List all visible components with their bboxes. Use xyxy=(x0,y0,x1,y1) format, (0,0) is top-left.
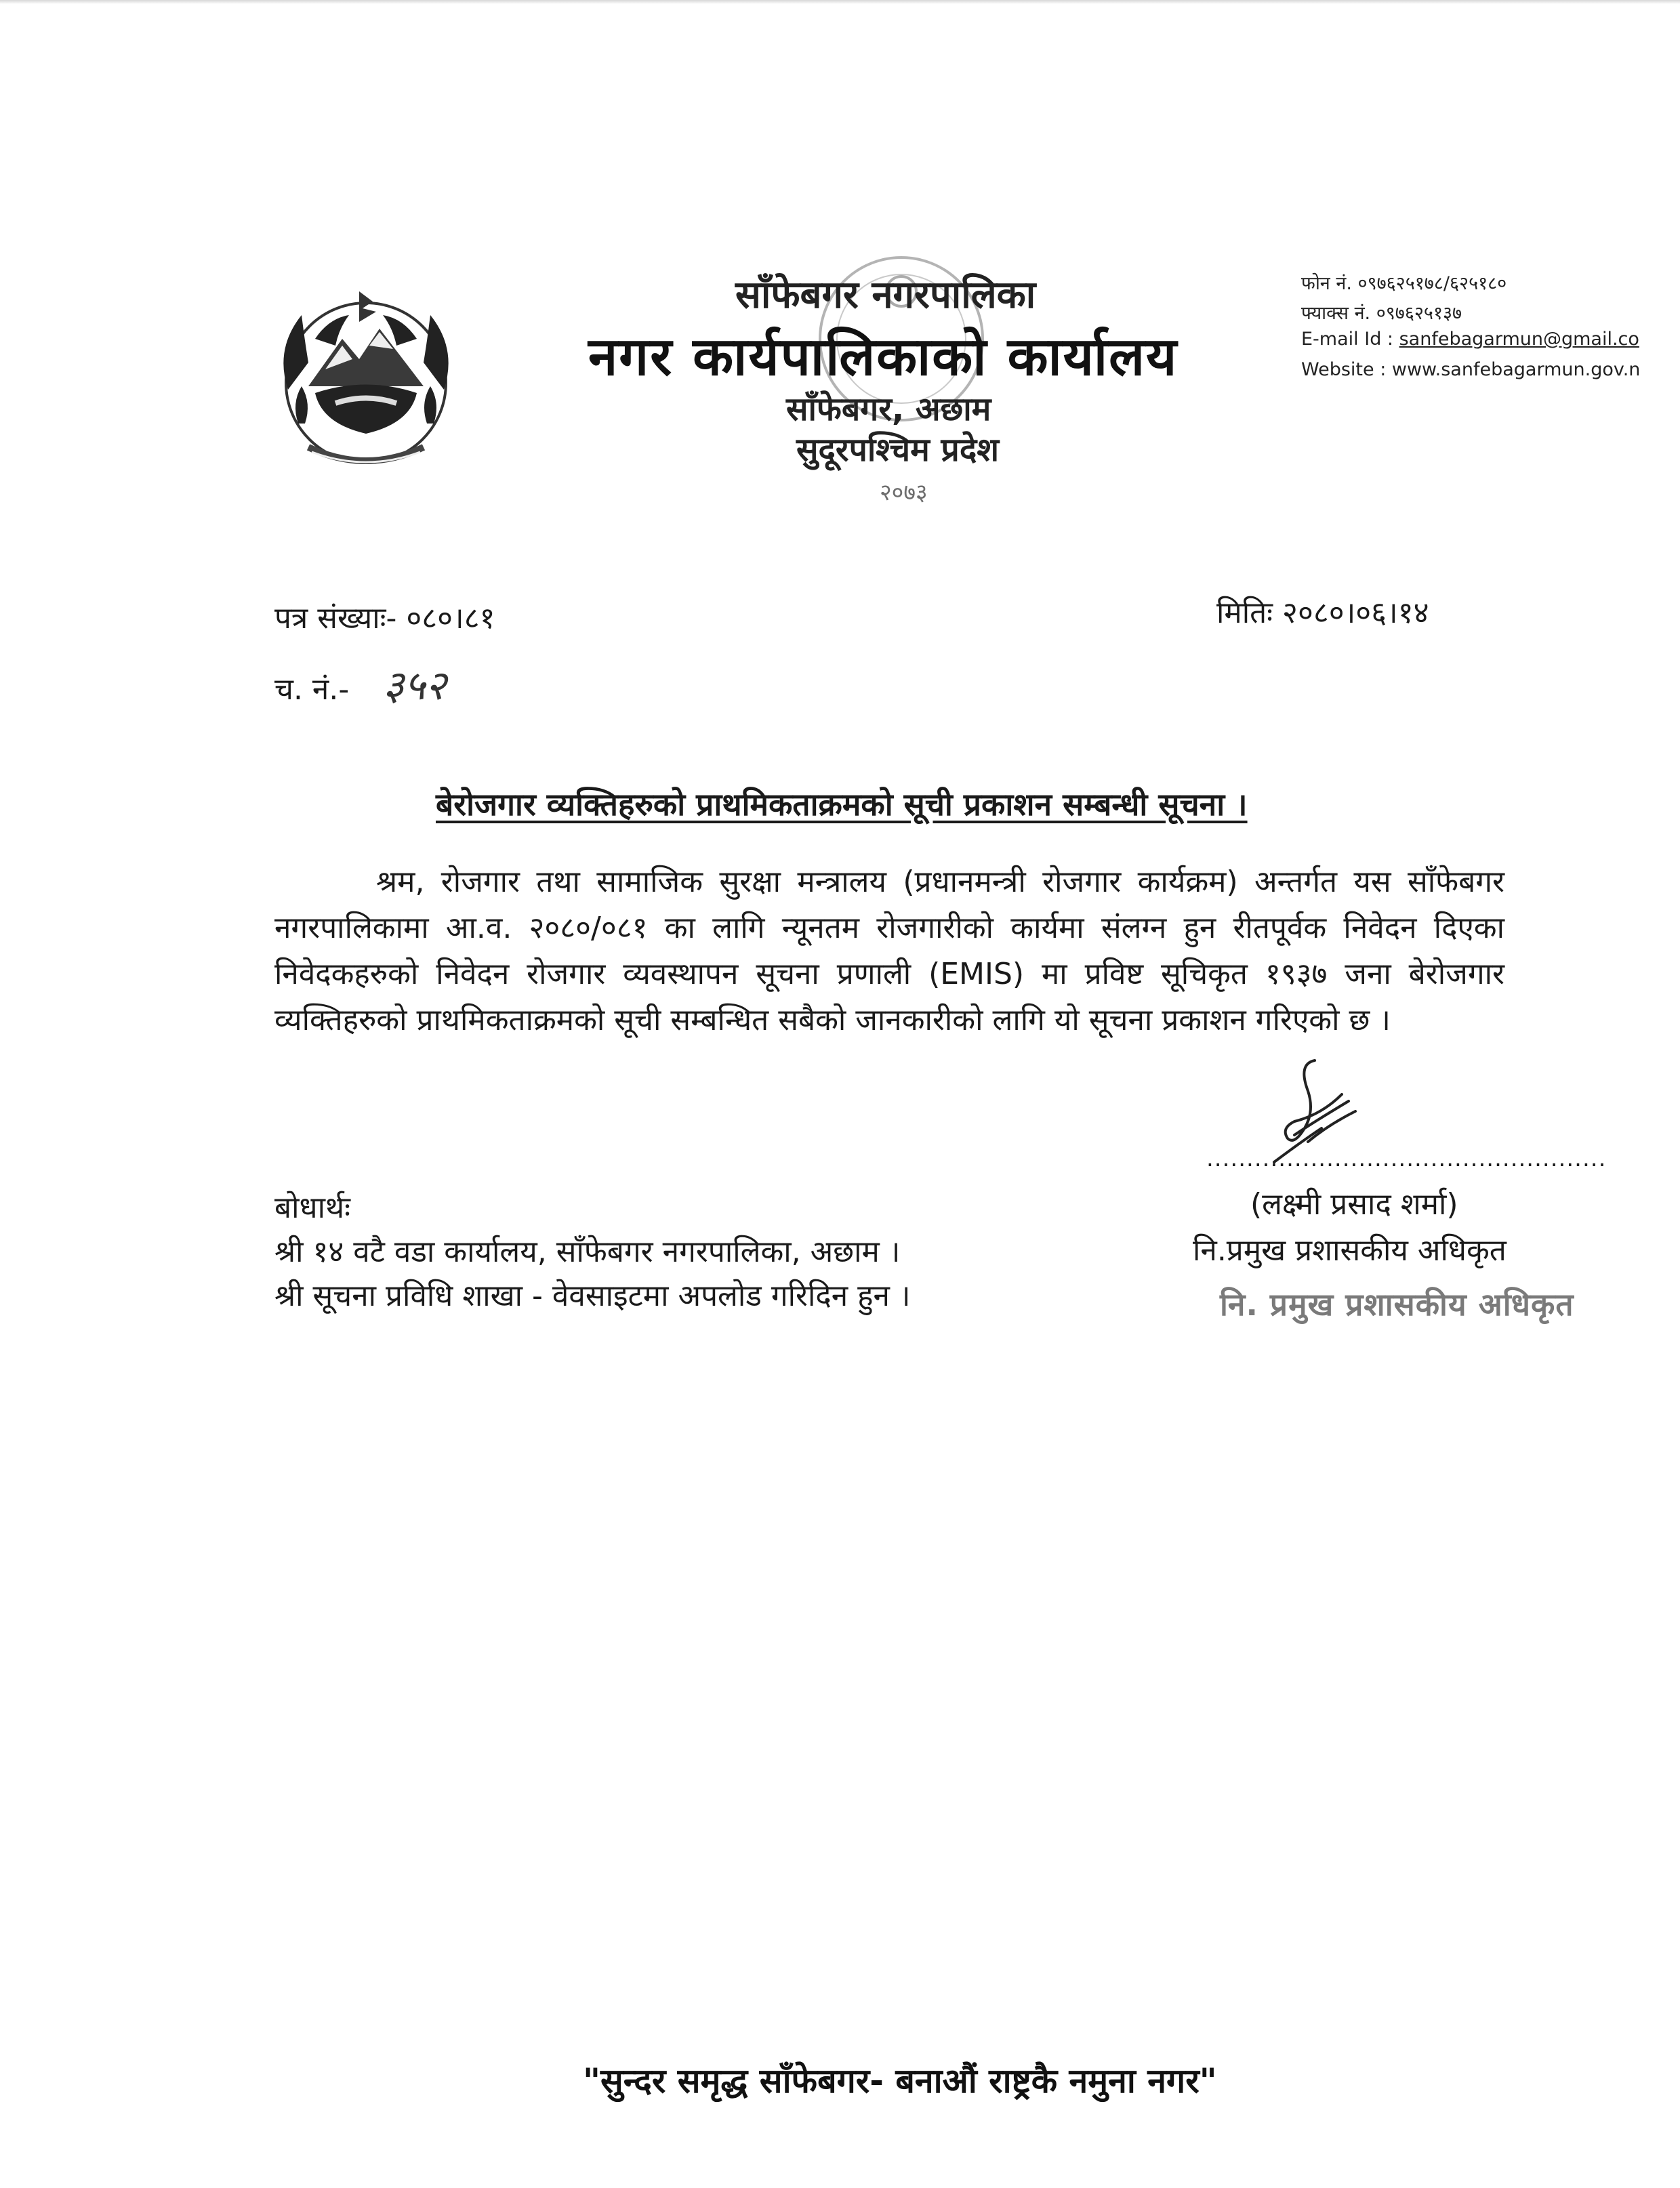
signatory-stamp: नि. प्रमुख प्रशासकीय अधिकृत xyxy=(1220,1286,1574,1323)
contact-fax: फ्याक्स नं. ०९७६२५१३७ xyxy=(1301,303,1462,324)
scan-edge xyxy=(0,0,1680,4)
contact-email xyxy=(1301,329,1639,350)
nepal-government-emblem-icon xyxy=(261,274,471,484)
contact-website[interactable]: Website : www.sanfebagarmun.gov.n xyxy=(1301,359,1641,380)
office-title: नगर कार्यपालिकाको कार्यालय xyxy=(588,327,1179,388)
notice-subject: बेरोजगार व्यक्तिहरुको प्राथमिकताक्रमको सूची प्रकाशन सम्बन्धी सूचना । xyxy=(436,786,1248,823)
chalani-label: च. नं.- xyxy=(274,672,350,707)
signature-line: .................................................. xyxy=(1206,1145,1607,1172)
letter-number: पत्र संख्याः- ०८०।८१ xyxy=(274,601,495,636)
email-label: E-mail Id : xyxy=(1301,329,1399,350)
signatory-name: (लक्ष्मी प्रसाद शर्मा) xyxy=(1250,1187,1458,1222)
cc-label: बोधार्थः xyxy=(274,1191,350,1225)
signatory-title: नि.प्रमुख प्रशासकीय अधिकृत xyxy=(1193,1233,1507,1268)
cc-recipient-1: श्री १४ वटै वडा कार्यालय, साँफेबगर नगरपालिका, अछाम । xyxy=(274,1235,901,1269)
municipality-name: साँफेबगर नगरपालिका xyxy=(735,273,1036,317)
cc-recipient-2: श्री सूचना प्रविधि शाखा - वेवसाइटमा अपलोड गरिदिन हुन । xyxy=(274,1279,911,1313)
stamp-year: २०७३ xyxy=(880,479,928,506)
letter-date: मितिः २०८०।०६।१४ xyxy=(1216,596,1429,630)
contact-phone: फोन नं. ०९७६२५१७८/६२५१८० xyxy=(1301,273,1507,294)
email-link[interactable]: sanfebagarmun@gmail.co xyxy=(1399,329,1639,350)
office-province: सुदूरपश्चिम प्रदेश xyxy=(796,431,999,469)
office-address: साँफेबगर, अछाम xyxy=(786,390,991,428)
notice-body: श्रम, रोजगार तथा सामाजिक सुरक्षा मन्त्रालय (प्रधानमन्त्री रोजगार कार्यक्रम) अन्तर्गत यस साँफेबगर नगरपालिकामा आ.व. २०८०/०८१ का लागि न्यूनतम रोजगारीको कार्यमा संलग्न हुन रीतपूर्वक निवेदन दिएका निवेदकहरुको निवेदन रोजगार व्यवस्थापन सूचना प्रणाली (EMIS) मा प्रविष्ट सूचिकृत १९३७ जना बेरोजगार व्यक्तिहरुको प्राथमिकताक्रमको सूची सम्बन्धित सबैको जानकारीको लागि यो सूचना प्रकाशन गरिएको छ । xyxy=(274,865,1504,1037)
footer-slogan: "सुन्दर समृद्ध साँफेबगर- बनाऔं राष्ट्रकै नमुना नगर" xyxy=(583,2061,1217,2101)
chalani-number-handwritten: ३५२ xyxy=(383,662,447,709)
